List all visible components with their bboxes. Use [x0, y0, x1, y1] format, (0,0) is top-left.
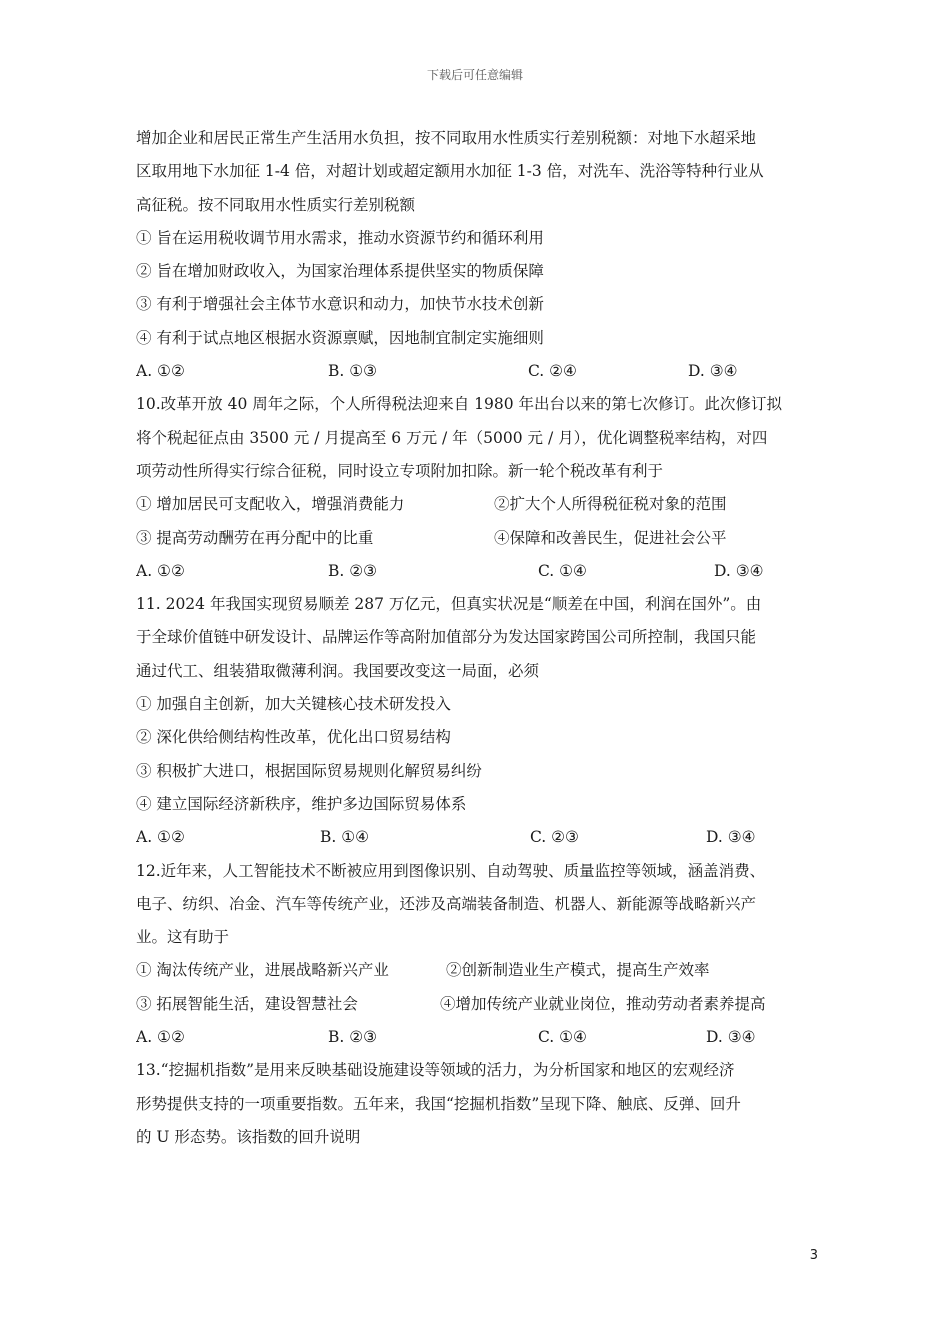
q12-item-row — [136, 954, 816, 987]
q9-option-c: C. ②④ — [528, 362, 577, 381]
q10-item-row — [136, 488, 816, 521]
q9-item: ③ 有利于增强社会主体节水意识和动力，加快节水技术创新 — [136, 295, 544, 314]
q10-option-a: A. ①② — [136, 561, 185, 580]
page-header: 下载后可任意编辑 — [426, 68, 523, 82]
q12-item: ④增加传统产业就业岗位，推动劳动者素养提高 — [440, 994, 766, 1013]
q12-stem-line: 12.近年来，人工智能技术不断被应用到图像识别、自动驾驶、质量监控等领域，涵盖消费、 — [136, 861, 766, 880]
q9-item: ② 旨在增加财政收入，为国家治理体系提供坚实的物质保障 — [136, 262, 544, 281]
page-number: 3 — [809, 1248, 818, 1263]
q11-item: ② 深化供给侧结构性改革，优化出口贸易结构 — [136, 728, 451, 747]
q12-options — [136, 1021, 816, 1054]
q10-item: ① 增加居民可支配收入，增强消费能力 — [136, 495, 405, 514]
q11-option-a: A. ①② — [136, 828, 185, 847]
q9-stem-line: 高征税。按不同取用水性质实行差别税额 — [136, 195, 416, 214]
q11-stem-line: 于全球价值链中研发设计、品牌运作等高附加值部分为发达国家跨国公司所控制，我国只能 — [136, 628, 757, 647]
q12-item: ① 淘汰传统产业，进展战略新兴产业 — [136, 961, 389, 980]
q10-option-c: C. ①④ — [538, 561, 587, 580]
q11-option-c: C. ②③ — [530, 828, 579, 847]
q12-item: ②创新制造业生产模式，提高生产效率 — [446, 961, 710, 980]
q11-stem-line: 11. 2024 年我国实现贸易顺差 287 万亿元，但真实状况是“顺差在中国，利润在国外”。由 — [136, 595, 762, 614]
q9-stem-line: 区取用地下水加征 1-4 倍，对超计划或超定额用水加征 1-3 倍，对洗车、洗浴等特种行业从 — [136, 162, 764, 181]
q12-option-b: B. ②③ — [328, 1028, 378, 1047]
q12-option-d: D. ③④ — [706, 1028, 756, 1047]
q10-option-b: B. ②③ — [328, 561, 378, 580]
q12-stem-line: 业。这有助于 — [136, 928, 230, 947]
q11-option-b: B. ①④ — [320, 828, 370, 847]
q13-stem-line: 的 U 形态势。该指数的回升说明 — [136, 1127, 361, 1146]
document-body — [136, 122, 816, 1154]
q11-item: ① 加强自主创新，加大关键核心技术研发投入 — [136, 695, 451, 714]
q10-stem-line: 项劳动性所得实行综合征税，同时设立专项附加扣除。新一轮个税改革有利于 — [136, 461, 664, 480]
q12-option-a: A. ①② — [136, 1028, 185, 1047]
q11-item: ④ 建立国际经济新秩序，维护多边国际贸易体系 — [136, 794, 467, 813]
q9-option-d: D. ③④ — [688, 362, 738, 381]
q13-stem-line: 形势提供支持的一项重要指数。五年来，我国“挖掘机指数”呈现下降、触底、反弹、回升 — [136, 1094, 741, 1113]
q12-item-row — [136, 988, 816, 1021]
q11-option-d: D. ③④ — [706, 828, 756, 847]
q10-item: ②扩大个人所得税征税对象的范围 — [494, 495, 727, 514]
q10-item: ④保障和改善民生，促进社会公平 — [494, 528, 727, 547]
q9-item: ① 旨在运用税收调节用水需求，推动水资源节约和循环利用 — [136, 228, 544, 247]
q11-item: ③ 积极扩大进口，根据国际贸易规则化解贸易纠纷 — [136, 761, 482, 780]
q9-option-a: A. ①② — [136, 362, 185, 381]
q9-item: ④ 有利于试点地区根据水资源禀赋，因地制宜制定实施细则 — [136, 328, 544, 347]
q12-item: ③ 拓展智能生活，建设智慧社会 — [136, 994, 358, 1013]
q12-option-c: C. ①④ — [538, 1028, 587, 1047]
q13-stem-line: 13.“挖掘机指数”是用来反映基础设施建设等领域的活力，为分析国家和地区的宏观经济 — [136, 1061, 735, 1080]
q10-stem-line: 10.改革开放 40 周年之际，个人所得税法迎来自 1980 年出台以来的第七次修订。此次修订拟 — [136, 395, 783, 414]
q10-option-d: D. ③④ — [714, 561, 764, 580]
q9-options — [136, 355, 816, 388]
q10-options — [136, 555, 816, 588]
q10-item: ③ 提高劳动酬劳在再分配中的比重 — [136, 528, 374, 547]
q10-stem-line: 将个税起征点由 3500 元 / 月提高至 6 万元 / 年（5000 元 / 月），优化调整税率结构，对四 — [136, 428, 768, 447]
q12-stem-line: 电子、纺织、冶金、汽车等传统产业，还涉及高端装备制造、机器人、新能源等战略新兴产 — [136, 894, 757, 913]
q9-stem-line: 增加企业和居民正常生产生活用水负担，按不同取用水性质实行差别税额：对地下水超采地 — [136, 129, 757, 147]
q11-options — [136, 821, 816, 854]
q9-option-b: B. ①③ — [328, 362, 378, 381]
q10-item-row — [136, 522, 816, 555]
q11-stem-line: 通过代工、组装猎取微薄利润。我国要改变这一局面，必须 — [136, 661, 540, 680]
